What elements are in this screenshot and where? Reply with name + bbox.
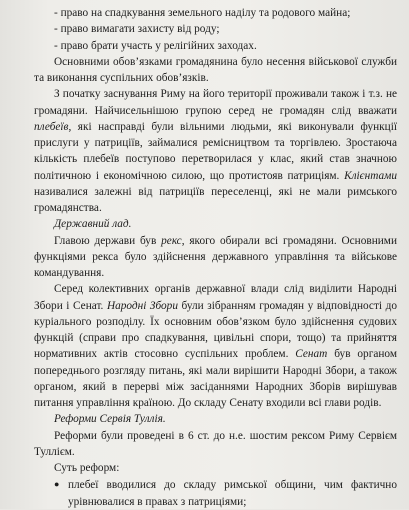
bodies-text-c: був органом попереднього розгляду питань, які мали вирішити Народні Збори, а також органом, який в перерві між засіданнями Народних Зборів вирішував питання управління країною. До складу Сенату входили всі глави родів. [34,348,397,409]
term-plebs: плебеїв [34,120,69,133]
paragraph-bodies [34,281,397,411]
right-protection: - право вимагати захисту від роду; [54,23,220,36]
rex-text-a: Главою держави був [54,234,162,247]
term-clients: Клієнтами [344,169,397,182]
paragraph-reforms: Реформи були проведені в 6 ст. до н.е. шостим рексом Риму Сервієм Туллієм. [34,429,397,458]
rex-text-b: , якого обирали всі громадяни. Основними функціями рекса було здійснення державного управління та військове командування. [34,234,397,279]
term-assembly: Народні Збори [106,299,178,312]
right-inheritance: - право на спадкування земельного наділу та родового майна; [54,7,351,19]
paragraph-rex [34,233,397,282]
heading-state-system: Державний лад. [54,218,132,231]
paragraph-plebs [34,86,397,216]
page-text [34,5,397,510]
plebs-text-b: , які насправді були вільними людьми, які виконували функції прислуги у патриціїв, займалися ремісництвом та торгівлею. Зростаюча кількість плебеїв поступово перетворилася у клас, який став значною політичною і економічною силою, що протистояв патриціям. [34,120,397,182]
plebs-text-c: називалися залежні від патриціїв переселенці, які не мали римського громадянства. [34,185,397,214]
bodies-text-a: Серед колективних органів державної влади слід виділити Народні Збори і Сенат. [34,283,397,312]
heading-reforms: Реформи Сервія Туллія. [54,413,166,426]
paragraph-duties: Основними обов’язками громадянина було несення військової служби та виконання суспільних обов’язків. [34,55,397,84]
bullet-icon: ● [54,479,60,490]
list-item-text: плебеї вводилися до складу римської общини, чим фактично урівнювалися в правах з патриціями; [68,479,397,508]
plebs-text-a: З початку заснування Риму на його території проживали також і т.з. не громадяни. Найчисельнішою групою серед не громадян слід вважати [34,88,397,117]
term-senate: Сенат [295,348,328,361]
term-rex: рекс [161,234,182,247]
list-item [34,476,397,510]
bodies-text-b: були зібранням громадян у відповідності до куріального розподілу. Їх основним обов’язком було здійснення судових функцій (справи про спадкування, цивільні спори, тощо) та прийняття нормативних актів стосовно суспільних проблем. [34,299,397,361]
right-religion: - право брати участь у релігійних заходах. [54,39,257,52]
paragraph-essence: Суть реформ: [54,462,120,474]
